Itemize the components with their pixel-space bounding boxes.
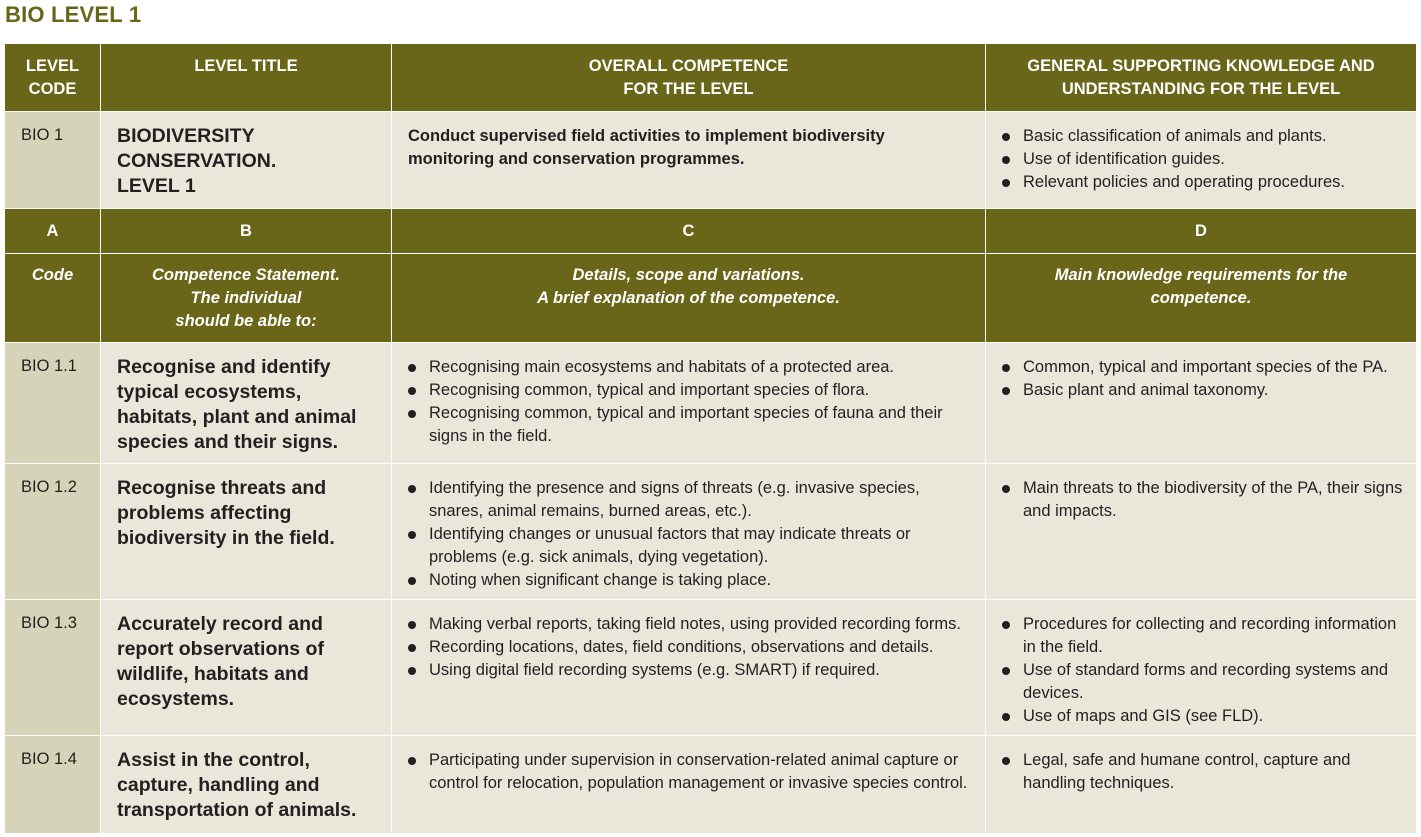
list-item: Making verbal reports, taking field notes, using provided recording forms. [408, 613, 973, 636]
competence-table [4, 43, 1417, 834]
list-item: Recognising common, typical and important species of fauna and their signs in the field. [408, 402, 973, 448]
list-item: Basic plant and animal taxonomy. [1002, 379, 1404, 402]
header-letter-b [101, 209, 392, 254]
header-text: LEVEL TITLE [194, 57, 298, 75]
table-row [5, 464, 1417, 600]
details-list [408, 477, 973, 592]
row-statement: Recognise and identify typical ecosystems, habitats, plant and animal species and their signs. [117, 356, 357, 453]
header-text: D [1195, 222, 1207, 240]
header-main-knowledge [986, 254, 1417, 343]
header-letter-d [986, 209, 1417, 254]
knowledge-list [1002, 356, 1404, 402]
header-text: Code [31, 266, 74, 284]
level-code: BIO 1 [21, 126, 64, 144]
row-code: BIO 1.1 [21, 357, 77, 375]
header-text: Main knowledge requirements for the [1054, 266, 1348, 284]
list-item: Use of identification guides. [1002, 148, 1404, 171]
row-statement-cell [101, 736, 392, 834]
row-code-cell [5, 343, 101, 464]
row-details-cell [392, 464, 986, 600]
header-text: The individual [190, 289, 302, 307]
list-item: Identifying changes or unusual factors that may indicate threats or problems (e.g. sick animals, dying vegetation). [408, 523, 973, 569]
table-row [5, 343, 1417, 464]
header-code [5, 254, 101, 343]
row-knowledge-cell [986, 343, 1417, 464]
header-text: Competence Statement. [152, 266, 340, 284]
list-item: Participating under supervision in conservation-related animal capture or control for relocation, population management or invasive species control. [408, 749, 973, 795]
header-text: UNDERSTANDING FOR THE LEVEL [1061, 80, 1341, 98]
row-statement-cell [101, 600, 392, 736]
row-statement-cell [101, 464, 392, 600]
level-competence-text: Conduct supervised field activities to implement biodiversity monitoring and conservation programmes. [408, 127, 885, 168]
row-knowledge-cell [986, 600, 1417, 736]
row-code-cell [5, 736, 101, 834]
header-text: A [46, 222, 59, 240]
row-statement: Recognise threats and problems affecting biodiversity in the field. [117, 477, 335, 549]
list-item: Procedures for collecting and recording information in the field. [1002, 613, 1404, 659]
knowledge-list [1002, 477, 1404, 523]
list-item: Main threats to the biodiversity of the PA, their signs and impacts. [1002, 477, 1404, 523]
page-title: BIO LEVEL 1 [5, 2, 142, 27]
details-list [408, 749, 973, 795]
row-details-cell [392, 600, 986, 736]
list-item: Use of maps and GIS (see FLD). [1002, 705, 1404, 728]
list-item: Noting when significant change is taking place. [408, 569, 973, 592]
row-code-cell [5, 464, 101, 600]
header-overall-competence [392, 44, 986, 112]
header-general-knowledge [986, 44, 1417, 112]
row-code: BIO 1.4 [21, 750, 77, 768]
header-text: CODE [28, 80, 77, 98]
header-text: A brief explanation of the competence. [537, 289, 840, 307]
list-item: Legal, safe and humane control, capture and handling techniques. [1002, 749, 1404, 795]
header-text: B [240, 222, 252, 240]
header-text: OVERALL COMPETENCE [588, 57, 789, 75]
knowledge-list [1002, 749, 1404, 795]
header-text: LEVEL [25, 57, 80, 75]
table-row [5, 600, 1417, 736]
letter-header-row [5, 209, 1417, 254]
header-text: FOR THE LEVEL [623, 80, 754, 98]
details-list [408, 613, 973, 682]
list-item: Recognising main ecosystems and habitats of a protected area. [408, 356, 973, 379]
row-details-cell [392, 343, 986, 464]
level-header-row [5, 44, 1417, 112]
row-details-cell [392, 736, 986, 834]
header-level-title [101, 44, 392, 112]
header-text: should be able to: [175, 312, 317, 330]
row-knowledge-cell [986, 736, 1417, 834]
knowledge-list [1002, 613, 1404, 728]
level-row [5, 112, 1417, 209]
level-code-cell [5, 112, 101, 209]
header-text: C [682, 222, 695, 240]
list-item: Common, typical and important species of the PA. [1002, 356, 1404, 379]
row-knowledge-cell [986, 464, 1417, 600]
list-item: Using digital field recording systems (e.g. SMART) if required. [408, 659, 973, 682]
header-details-scope [392, 254, 986, 343]
level-title-line: LEVEL 1 [117, 175, 196, 197]
level-competence-cell [392, 112, 986, 209]
level-title-line: BIODIVERSITY [117, 125, 255, 147]
list-item: Relevant policies and operating procedures. [1002, 171, 1404, 194]
row-code-cell [5, 600, 101, 736]
level-knowledge-list [1002, 125, 1404, 194]
header-level-code [5, 44, 101, 112]
header-text: Details, scope and variations. [572, 266, 805, 284]
row-code: BIO 1.2 [21, 478, 77, 496]
header-text: competence. [1150, 289, 1252, 307]
level-knowledge-cell [986, 112, 1417, 209]
header-competence-statement [101, 254, 392, 343]
list-item: Basic classification of animals and plants. [1002, 125, 1404, 148]
level-title-line: CONSERVATION. [117, 150, 277, 172]
list-item: Use of standard forms and recording systems and devices. [1002, 659, 1404, 705]
desc-header-row [5, 254, 1417, 343]
row-statement-cell [101, 343, 392, 464]
details-list [408, 356, 973, 448]
list-item: Recognising common, typical and important species of flora. [408, 379, 973, 402]
list-item: Identifying the presence and signs of threats (e.g. invasive species, snares, animal remains, burned areas, etc.). [408, 477, 973, 523]
row-statement: Accurately record and report observations of wildlife, habitats and ecosystems. [117, 613, 324, 710]
header-letter-a [5, 209, 101, 254]
row-code: BIO 1.3 [21, 614, 77, 632]
table-row [5, 736, 1417, 834]
level-title-cell [101, 112, 392, 209]
list-item: Recording locations, dates, field conditions, observations and details. [408, 636, 973, 659]
header-letter-c [392, 209, 986, 254]
row-statement: Assist in the control, capture, handling and transportation of animals. [117, 749, 357, 821]
header-text: GENERAL SUPPORTING KNOWLEDGE AND [1027, 57, 1375, 75]
